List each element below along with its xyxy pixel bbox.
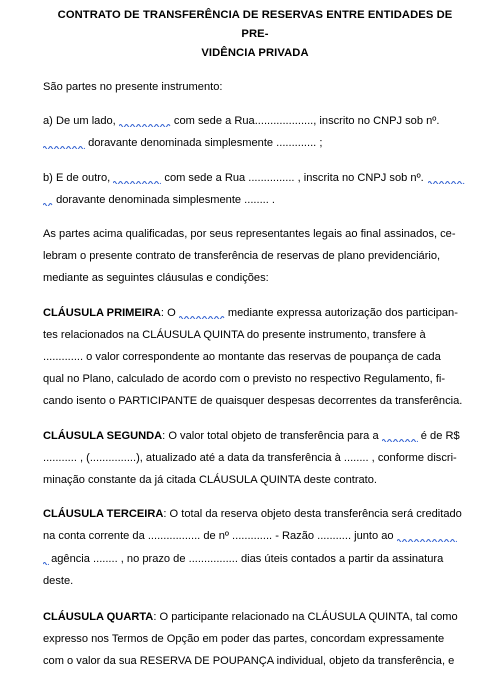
title-line-1: CONTRATO DE TRANSFERÊNCIA DE RESERVAS ENTRE ENTIDADES DE PRE- [57,9,453,40]
spellcheck-underline [119,116,171,124]
clause-second: CLÁUSULA SEGUNDA: O valor total objeto de transferência para a é de R$ ........... , (...............), atualizado até a data da transferência à ........ , conforme discri- minação constante da já citada CLÁUSULA QUINTA deste contrato. [43,429,460,487]
spellcheck-underline [397,531,457,539]
intro-paragraph: São partes no presente instrumento: [43,81,223,93]
spellcheck-underline [43,554,48,562]
clause-third: CLÁUSULA TERCEIRA: O total da reserva objeto desta transferência será creditado na conta corrente da ................. de nº ............. - Razão ........... junto ao agência ........ , no prazo de ................ dias úteis contados a partir da assinatura deste. [43,508,462,587]
spellcheck-underline [179,308,225,316]
preamble-paragraph: As partes acima qualificadas, por seus representantes legais ao final assinados, ce- lebram o presente contrato de transferência de reservas de plano previdenciário, mediante as seguintes cláusulas e condições: [43,228,456,285]
party-b-paragraph: b) E de outro, com sede a Rua ............... , inscrita no CNPJ sob nº. doravante denominada simplesmente ........ . [43,167,467,211]
document-page [43,6,467,673]
clause-first: CLÁUSULA PRIMEIRA: O mediante expressa autorização dos participan- tes relacionados na CLÁUSULA QUINTA do presente instrumento, transfere à ............. o valor correspondente ao montante das reservas de poupança de cada qual no Plano, calculado de acordo com o previsto no respectivo Regulamento, fi- cando isento o PARTICIPANTE de quaisquer despesas decorrentes da transferência. [43,306,463,408]
spellcheck-underline [113,173,161,181]
clause-heading: CLÁUSULA PRIMEIRA [43,306,161,319]
clause-fourth: CLÁUSULA QUARTA: O participante relacionado na CLÁUSULA QUINTA, tal como expresso nos Termos de Opção em poder das partes, concordam expressamente com o valor da sua RESERVA DE POUPANÇA individual, objeto da transferência, e [43,611,458,668]
title-line-2: VIDÊNCIA PRIVADA [201,47,309,59]
spellcheck-underline [382,431,418,439]
spellcheck-underline [43,138,85,146]
document-title [43,6,467,63]
party-a-paragraph: a) De um lado, com sede a Rua..................., inscrito no CNPJ sob nº. doravante denominada simplesmente ............. ; [43,115,440,150]
clause-heading: CLÁUSULA TERCEIRA [43,508,164,521]
clause-heading: CLÁUSULA SEGUNDA [43,429,163,442]
spellcheck-underline [428,173,466,181]
clause-heading: CLÁUSULA QUARTA [43,611,154,624]
spellcheck-underline [43,195,53,203]
